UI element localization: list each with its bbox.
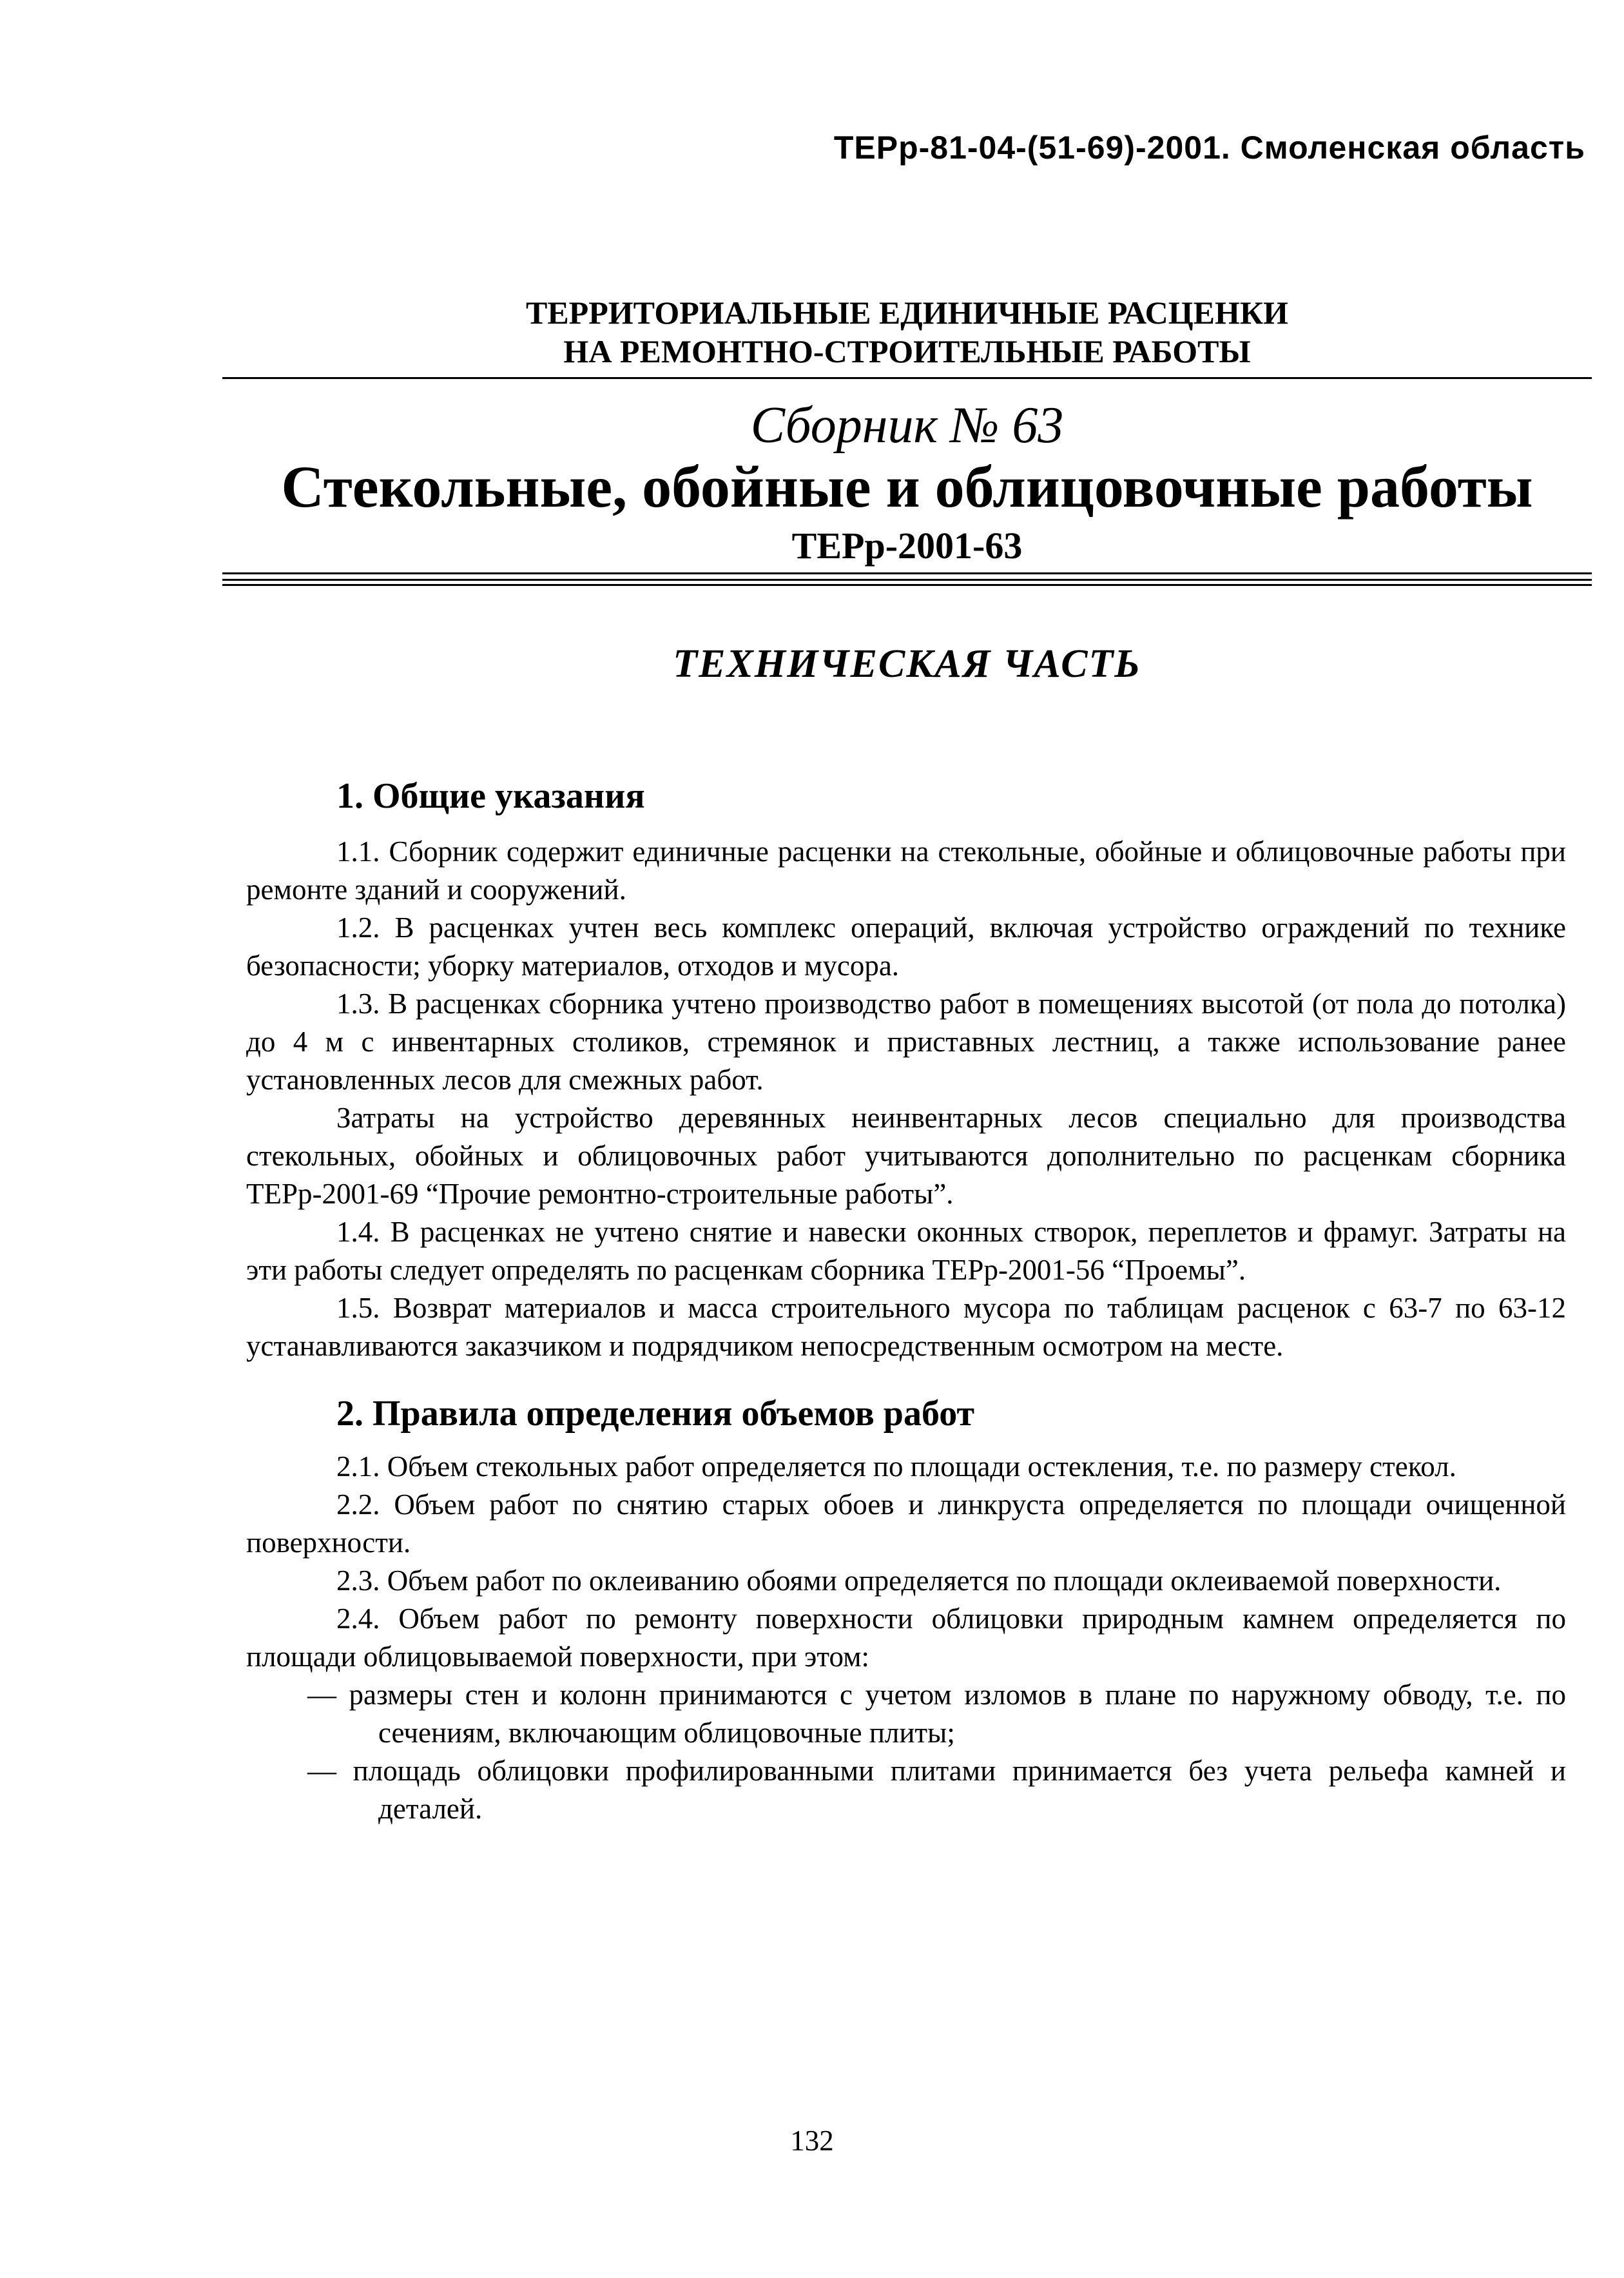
collection-rule [222, 572, 1592, 574]
paragraph-1-5: 1.5. Возврат материалов и масса строительного мусора по таблицам расценок с 63-7 по 63-12 устанавливаются заказчиком и подрядчиком непосредственным осмотром на месте. [246, 1292, 1566, 1362]
paragraph-1-3-costs: Затраты на устройство деревянных неинвентарных лесов специально для производства стекольных, обойных и облицовочных работ учитываются дополнительно по расценкам сборника ТЕРр-2001-69 “Прочие ремонтно-строительные работы”. [246, 1102, 1566, 1210]
running-header: ТЕРр-81-04-(51-69)-2001. Смоленская область [833, 130, 1585, 166]
paragraph-1-2: 1.2. В расценках учтен весь комплекс операций, включая устройство ограждений по технике безопасности; уборку материалов, отходов и мусора. [246, 911, 1566, 982]
page-number: 132 [790, 2125, 834, 2157]
section-2-heading: 2. Правила определения объемов работ [336, 1394, 974, 1434]
paragraph-2-3: 2.3. Объем работ по оклеиванию обоями определяется по площади оклеиваемой поверхности. [336, 1564, 1502, 1597]
title-block [222, 293, 1592, 371]
part-title: ТЕХНИЧЕСКАЯ ЧАСТЬ [673, 642, 1141, 686]
section-1-heading: 1. Общие указания [336, 776, 645, 816]
paragraph-1-3: 1.3. В расценках сборника учтено производство работ в помещениях высотой (от пола до потолка) до 4 м с инвентарных столиков, стремянок и приставных лестниц, а также использование ранее установленных лесов для смежных работ. [246, 988, 1566, 1096]
title-line-1: ТЕРРИТОРИАЛЬНЫЕ ЕДИНИЧНЫЕ РАСЦЕНКИ [525, 295, 1289, 331]
paragraph-2-4: 2.4. Объем работ по ремонту поверхности облицовки природным камнем определяется по площади облицовываемой поверхности, при этом: [246, 1602, 1566, 1673]
collection-code: ТЕРр-2001-63 [791, 525, 1023, 567]
collection-number: Сборник № 63 [750, 397, 1064, 454]
paragraph-1-1: 1.1. Сборник содержит единичные расценки на стекольные, обойные и облицовочные работы при ремонте зданий и сооружений. [246, 835, 1566, 906]
dash-item-1: — размеры стен и колонн принимаются с учетом изломов в плане по наружному обводу, т.е. по сечениям, включающим облицовочные плиты; [307, 1679, 1566, 1749]
collection-double-rule [222, 579, 1592, 586]
paragraph-2-1: 2.1. Объем стекольных работ определяется по площади остекления, т.е. по размеру стекол. [336, 1450, 1456, 1483]
title-line-2: НА РЕМОНТНО-СТРОИТЕЛЬНЫЕ РАБОТЫ [563, 333, 1251, 369]
dash-item-2: — площадь облицовки профилированными плитами принимается без учета рельефа камней и деталей. [307, 1755, 1566, 1825]
collection-title: Стекольные, обойные и облицовочные работы [281, 454, 1533, 520]
title-rule [222, 377, 1592, 379]
paragraph-2-2: 2.2. Объем работ по снятию старых обоев и линкруста определяется по площади очищенной поверхности. [246, 1488, 1566, 1559]
body-text [246, 774, 1566, 1828]
paragraph-1-4: 1.4. В расценках не учтено снятие и навески оконных створок, переплетов и фрамуг. Затраты на эти работы следует определять по расценкам сборника ТЕРр-2001-56 “Проемы”. [246, 1216, 1566, 1286]
